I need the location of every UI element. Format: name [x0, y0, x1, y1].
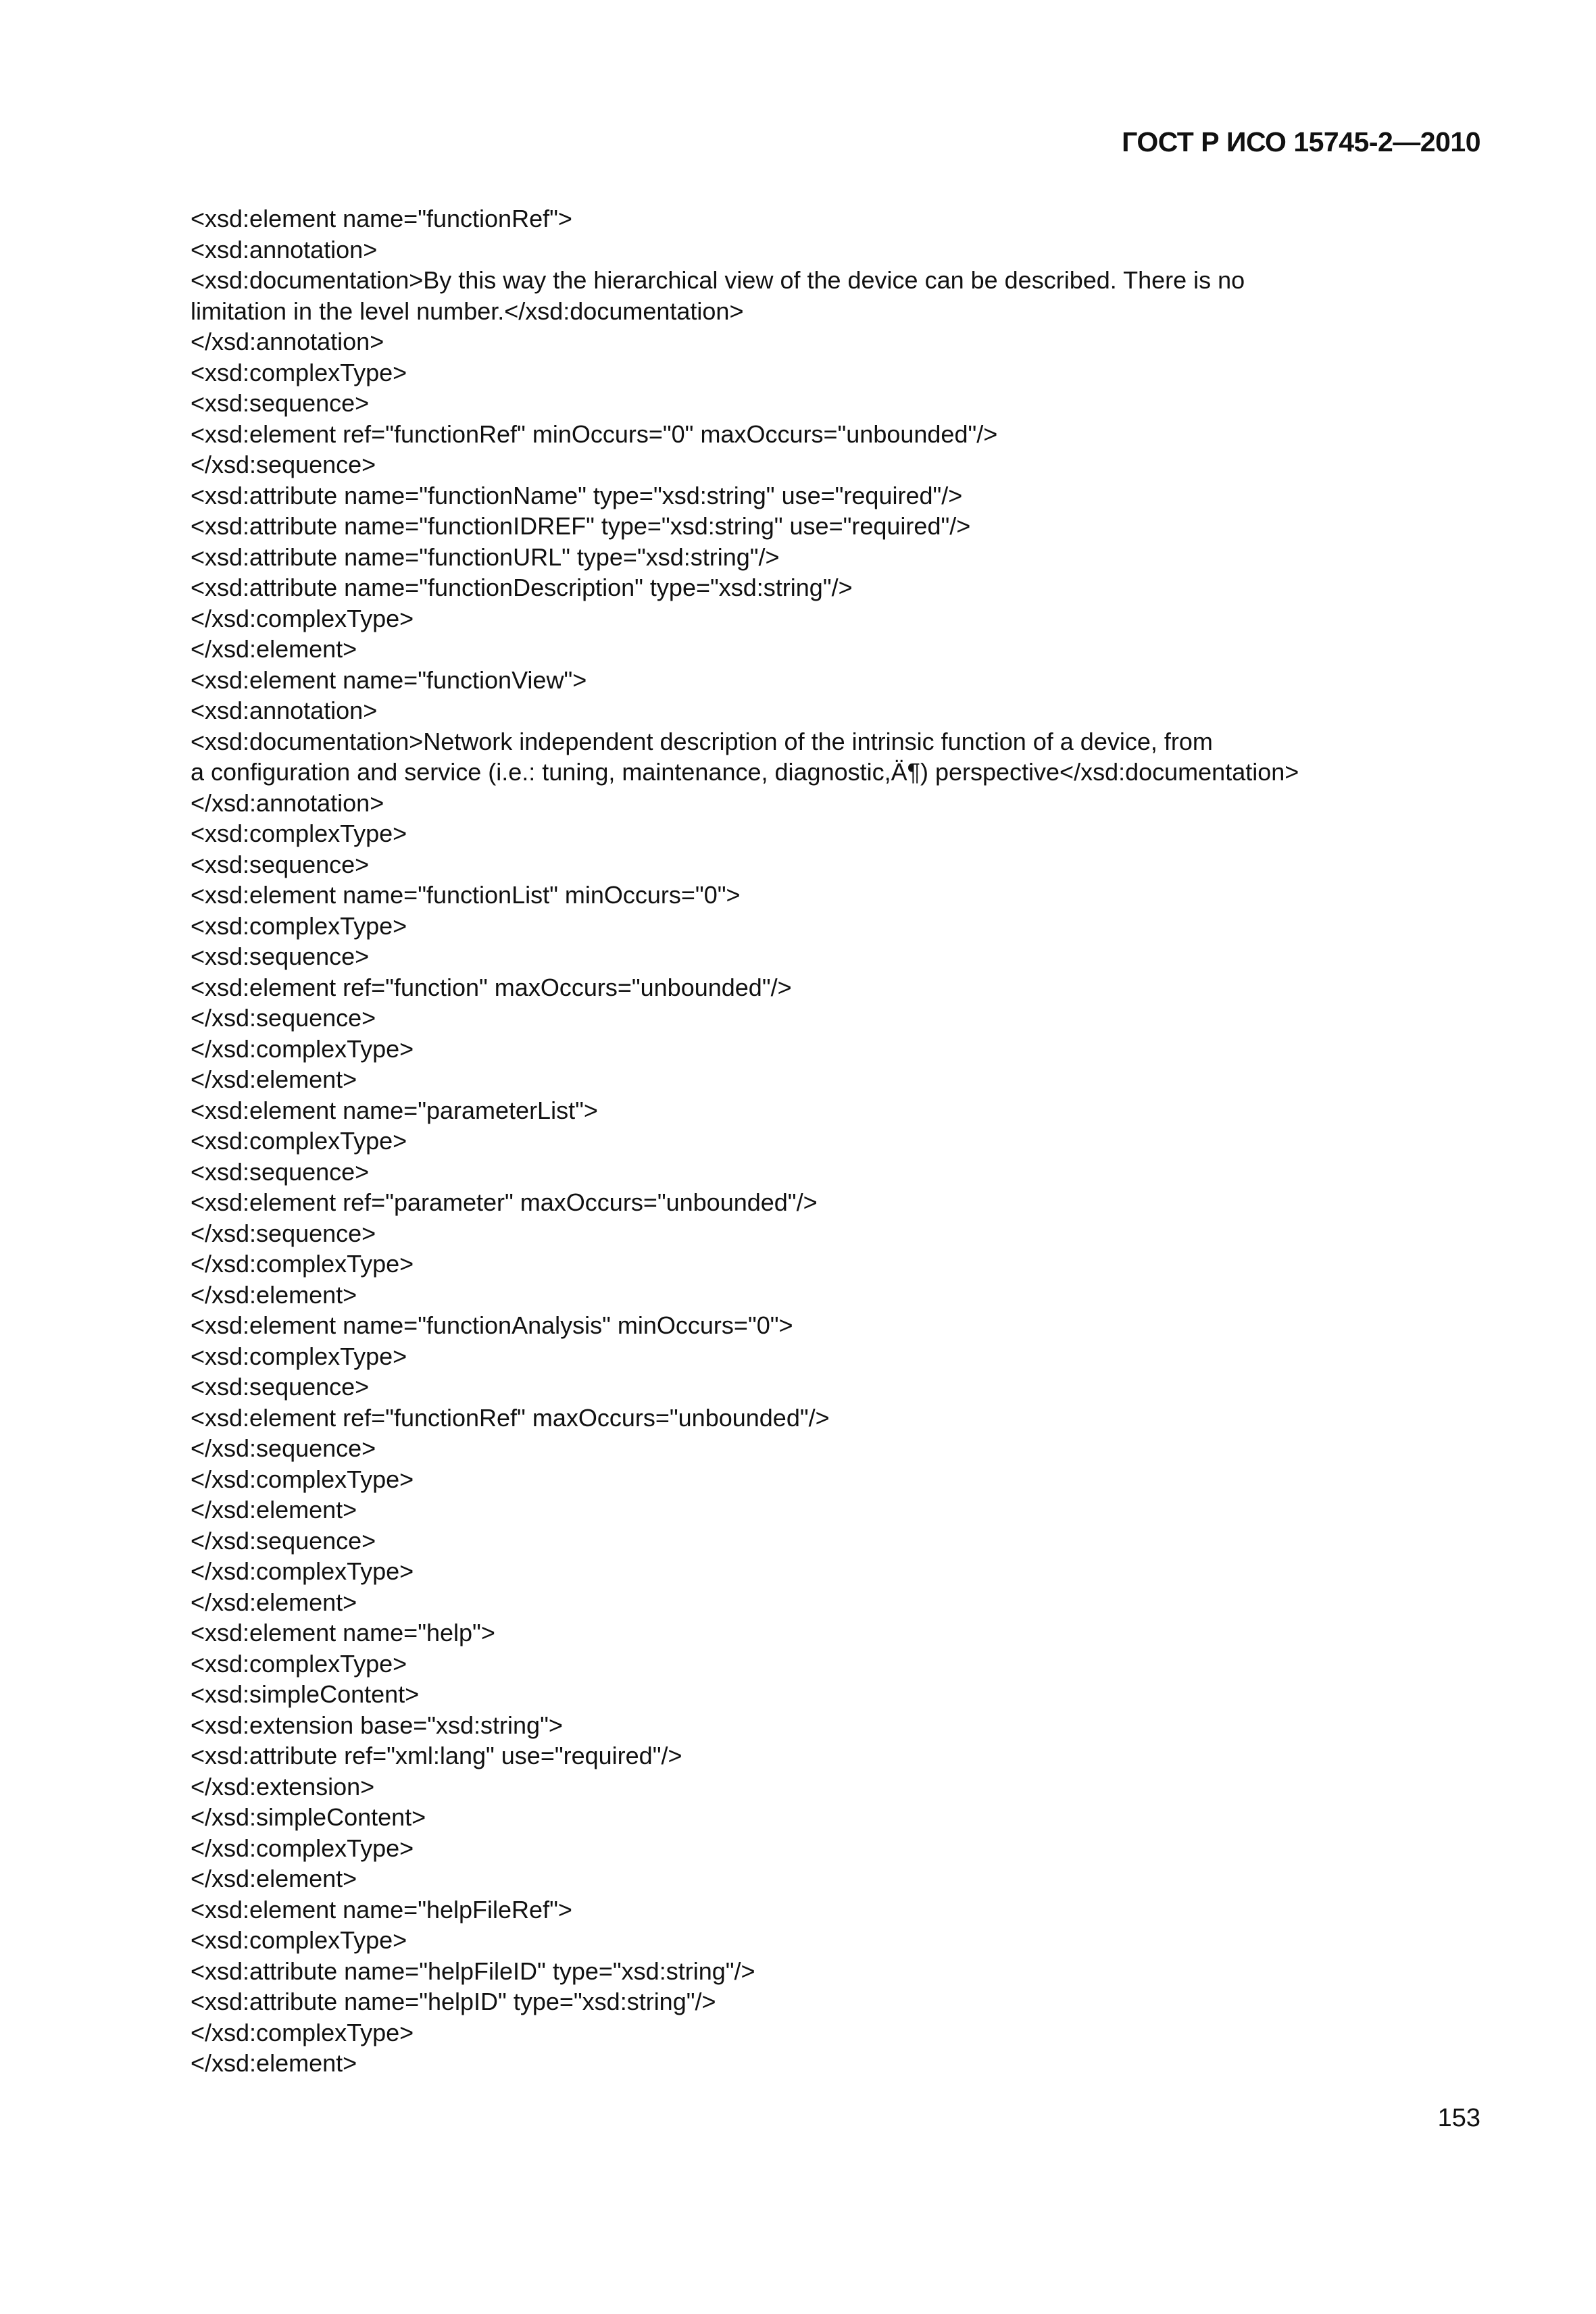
- code-line: <xsd:element ref="parameter" maxOccurs="unbounded"/>: [191, 1188, 818, 1216]
- code-line: </xsd:complexType>: [191, 1250, 414, 1278]
- code-line: <xsd:element ref="functionRef" maxOccurs="unbounded"/>: [191, 1403, 830, 1432]
- code-line: </xsd:extension>: [191, 1772, 375, 1801]
- code-line: <xsd:element ref="functionRef" minOccurs="0" maxOccurs="unbounded"/>: [191, 420, 998, 448]
- code-line: <xsd:complexType>: [191, 1649, 407, 1678]
- code-line: </xsd:element>: [191, 1280, 357, 1309]
- code-line: <xsd:element name="help">: [191, 1619, 495, 1646]
- code-line: <xsd:attribute name="functionDescription" type="xsd:string"/>: [191, 574, 853, 601]
- code-line: </xsd:element>: [191, 635, 357, 663]
- code-line: <xsd:element name="functionRef">: [191, 205, 572, 232]
- code-line: </xsd:complexType>: [191, 604, 414, 632]
- code-line: <xsd:element name="parameterList">: [191, 1096, 598, 1124]
- code-line: </xsd:sequence>: [191, 451, 376, 478]
- code-line: <xsd:element name="functionView">: [191, 665, 587, 694]
- code-line: <xsd:attribute name="functionIDREF" type="xsd:string" use="required"/>: [191, 512, 971, 540]
- code-line: <xsd:documentation>Network independent description of the intrinsic function of a device, from: [191, 727, 1213, 755]
- code-line: <xsd:attribute name="helpFileID" type="xsd:string"/>: [191, 1957, 755, 1985]
- code-line: <xsd:documentation>By this way the hierarchical view of the device can be described. There is no: [191, 266, 1245, 294]
- code-line: </xsd:complexType>: [191, 1834, 414, 1862]
- code-line: <xsd:element name="functionList" minOccurs="0">: [191, 881, 741, 909]
- code-line: <xsd:sequence>: [191, 389, 370, 417]
- code-line: <xsd:annotation>: [191, 235, 378, 263]
- code-line: </xsd:sequence>: [191, 1219, 376, 1247]
- code-line: <xsd:simpleContent>: [191, 1680, 420, 1708]
- code-line: </xsd:complexType>: [191, 1557, 414, 1585]
- code-line: <xsd:complexType>: [191, 1127, 407, 1155]
- code-line: <xsd:attribute ref="xml:lang" use="required"/>: [191, 1742, 682, 1769]
- code-line: </xsd:complexType>: [191, 1034, 414, 1063]
- code-line: <xsd:element name="functionAnalysis" minOccurs="0">: [191, 1311, 793, 1339]
- code-line: <xsd:complexType>: [191, 358, 407, 386]
- code-line: <xsd:element ref="function" maxOccurs="unbounded"/>: [191, 973, 792, 1001]
- code-line: </xsd:sequence>: [191, 1434, 376, 1462]
- code-line: </xsd:sequence>: [191, 1004, 376, 1032]
- code-line: </xsd:element>: [191, 1496, 357, 1524]
- code-line: <xsd:sequence>: [191, 942, 370, 970]
- code-line: </xsd:complexType>: [191, 2018, 414, 2046]
- page-number: 153: [1437, 2104, 1480, 2132]
- code-line: <xsd:attribute name="helpID" type="xsd:string"/>: [191, 1988, 716, 2015]
- code-line: <xsd:complexType>: [191, 820, 407, 847]
- code-line: </xsd:element>: [191, 2049, 357, 2077]
- code-line: <xsd:complexType>: [191, 1342, 407, 1370]
- code-line: limitation in the level number.</xsd:documentation>: [191, 297, 744, 325]
- code-line: </xsd:annotation>: [191, 328, 384, 355]
- code-line: <xsd:attribute name="functionName" type="xsd:string" use="required"/>: [191, 481, 963, 509]
- code-line: <xsd:attribute name="functionURL" type="xsd:string"/>: [191, 543, 780, 571]
- code-line: </xsd:element>: [191, 1065, 357, 1093]
- code-line: <xsd:complexType>: [191, 911, 407, 940]
- code-line: </xsd:complexType>: [191, 1465, 414, 1493]
- code-line: a configuration and service (i.e.: tuning, maintenance, diagnostic,Ä¶) perspective</xsd:documentation>: [191, 758, 1299, 786]
- code-line: </xsd:simpleContent>: [191, 1803, 426, 1831]
- document-standard-header: ГОСТ Р ИСО 15745-2—2010: [1122, 126, 1480, 157]
- code-line: <xsd:sequence>: [191, 850, 370, 878]
- code-line: <xsd:annotation>: [191, 697, 378, 724]
- code-line: </xsd:annotation>: [191, 788, 384, 817]
- code-line: </xsd:sequence>: [191, 1526, 376, 1555]
- code-line: <xsd:sequence>: [191, 1373, 370, 1401]
- code-line: </xsd:element>: [191, 1865, 357, 1892]
- xsd-code-listing: [191, 203, 1474, 2079]
- code-line: <xsd:element name="helpFileRef">: [191, 1895, 572, 1923]
- code-line: </xsd:element>: [191, 1588, 357, 1616]
- code-line: <xsd:sequence>: [191, 1157, 370, 1186]
- code-line: <xsd:complexType>: [191, 1926, 407, 1954]
- code-line: <xsd:extension base="xsd:string">: [191, 1711, 563, 1739]
